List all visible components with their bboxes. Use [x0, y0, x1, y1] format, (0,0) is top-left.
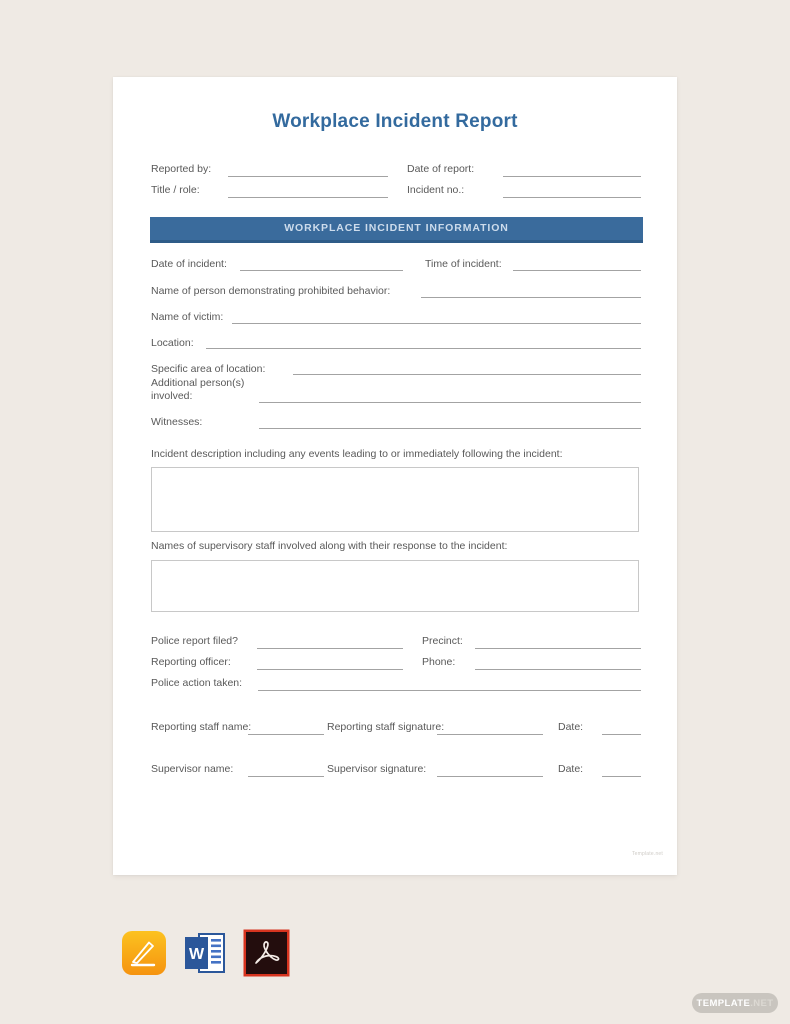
label-reporting-staff-name: Reporting staff name:	[151, 721, 252, 733]
input-line-reporting-officer[interactable]	[257, 669, 403, 670]
section-header-banner: WORKPLACE INCIDENT INFORMATION	[150, 217, 643, 243]
label-specific-area: Specific area of location:	[151, 363, 266, 375]
input-line-witnesses[interactable]	[259, 428, 641, 429]
input-line-reporting-staff-name[interactable]	[248, 734, 324, 735]
label-witnesses: Witnesses:	[151, 416, 203, 428]
label-precinct: Precinct:	[422, 635, 463, 647]
input-line-incident-no[interactable]	[503, 197, 641, 198]
label-supervisor-signature: Supervisor signature:	[327, 763, 427, 775]
input-line-location[interactable]	[206, 348, 641, 349]
input-line-name-of-victim[interactable]	[232, 323, 641, 324]
label-location: Location:	[151, 337, 194, 349]
label-reporting-date: Date:	[558, 721, 584, 733]
label-supervisory-staff: Names of supervisory staff involved along with their response to the incident:	[151, 540, 508, 552]
textarea-incident-description[interactable]	[151, 467, 639, 532]
label-police-action-taken: Police action taken:	[151, 677, 243, 689]
word-app-icon[interactable]	[182, 930, 228, 976]
input-line-title-role[interactable]	[228, 197, 388, 198]
input-line-reporting-staff-signature[interactable]	[437, 734, 543, 735]
input-line-police-action-taken[interactable]	[258, 690, 641, 691]
document-page	[113, 77, 677, 875]
input-line-prohibited-behavior[interactable]	[421, 297, 641, 298]
word-document-icon	[182, 930, 228, 976]
label-date-of-incident: Date of incident:	[151, 258, 227, 270]
label-additional-persons: Additional person(s)	[151, 377, 245, 389]
word-letter: W	[188, 946, 205, 963]
label-reported-by: Reported by:	[151, 163, 212, 175]
pages-app-icon[interactable]	[121, 930, 167, 976]
label-incident-no: Incident no.:	[407, 184, 465, 196]
textarea-supervisory-staff[interactable]	[151, 560, 639, 612]
templatenet-badge[interactable]	[692, 993, 778, 1013]
input-line-supervisor-date[interactable]	[602, 776, 641, 777]
label-name-of-victim: Name of victim:	[151, 311, 224, 323]
label-phone: Phone:	[422, 656, 456, 668]
input-line-reporting-date[interactable]	[602, 734, 641, 735]
input-line-date-of-report[interactable]	[503, 176, 641, 177]
label-supervisor-date: Date:	[558, 763, 584, 775]
label-supervisor-name: Supervisor name:	[151, 763, 234, 775]
input-line-time-of-incident[interactable]	[513, 270, 641, 271]
label-additional-persons-involved: involved:	[151, 390, 193, 402]
label-time-of-incident: Time of incident:	[425, 258, 502, 270]
input-line-additional-persons[interactable]	[259, 402, 641, 403]
label-date-of-report: Date of report:	[407, 163, 475, 175]
label-reporting-officer: Reporting officer:	[151, 656, 231, 668]
pages-pen-icon	[121, 930, 167, 976]
input-line-specific-area[interactable]	[293, 374, 641, 375]
label-incident-description: Incident description including any events leading to or immediately following the incident:	[151, 448, 563, 460]
input-line-supervisor-signature[interactable]	[437, 776, 543, 777]
label-title-role: Title / role:	[151, 184, 200, 196]
badge-text-secondary: .NET	[750, 997, 774, 1009]
label-reporting-staff-signature: Reporting staff signature:	[327, 721, 445, 733]
label-police-report-filed: Police report filed?	[151, 635, 238, 647]
input-line-reported-by[interactable]	[228, 176, 388, 177]
acrobat-app-icon[interactable]	[243, 929, 290, 977]
badge-text-primary: TEMPLATE	[696, 997, 751, 1009]
input-line-phone[interactable]	[475, 669, 641, 670]
label-prohibited-behavior: Name of person demonstrating prohibited behavior:	[151, 285, 391, 297]
input-line-police-report-filed[interactable]	[257, 648, 403, 649]
input-line-precinct[interactable]	[475, 648, 641, 649]
page-title: Workplace Incident Report	[272, 111, 518, 132]
page-watermark: Template.net	[631, 851, 663, 857]
input-line-date-of-incident[interactable]	[240, 270, 403, 271]
input-line-supervisor-name[interactable]	[248, 776, 324, 777]
acrobat-swirl-icon	[243, 929, 290, 977]
